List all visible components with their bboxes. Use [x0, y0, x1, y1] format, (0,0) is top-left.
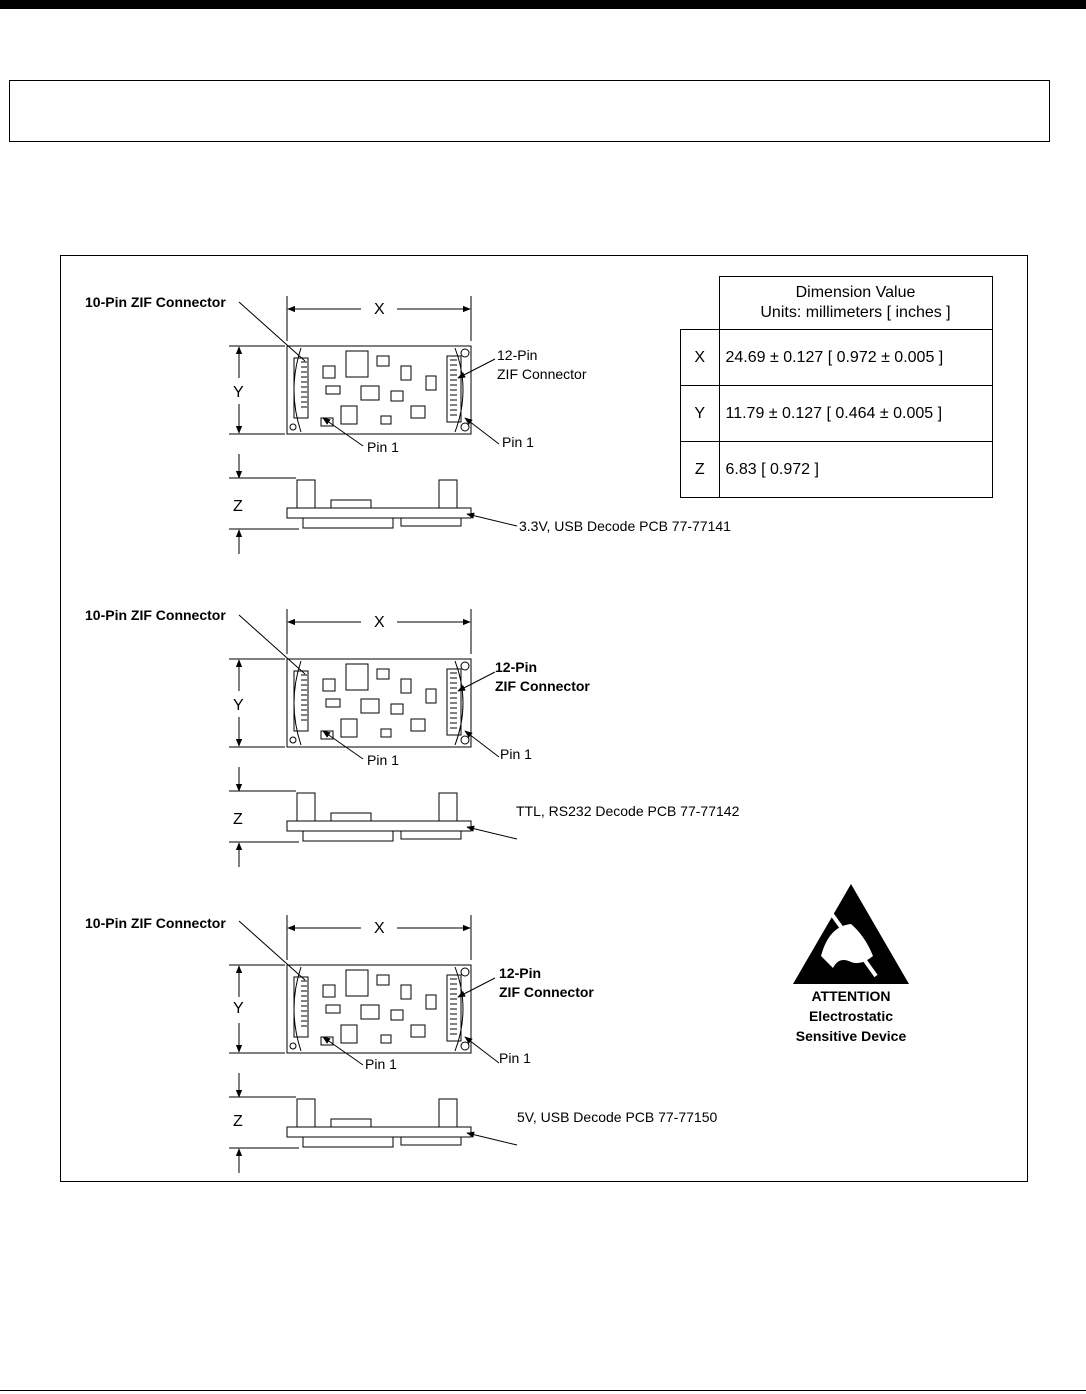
pcb-component — [361, 1005, 379, 1019]
pcb-component — [341, 406, 357, 424]
pin1-right-label: Pin 1 — [499, 1050, 531, 1066]
pcb-leader — [467, 1133, 517, 1145]
pcb-side-view — [287, 1127, 471, 1137]
zif12-label-line2: ZIF Connector — [497, 366, 587, 382]
zif12-leader — [458, 672, 495, 691]
zif12-label-line2: ZIF Connector — [495, 678, 590, 694]
pcb-underside-component — [401, 1137, 461, 1145]
pcb-component — [401, 679, 411, 693]
esd-line3: Sensitive Device — [795, 1028, 907, 1044]
pcb-component — [321, 731, 333, 739]
zif10-outline — [294, 967, 301, 1051]
pcb-component — [326, 1005, 340, 1013]
pcb-underside-component — [401, 831, 461, 839]
zif12-label-line1: 12-Pin — [497, 347, 538, 363]
zif10-label: 10-Pin ZIF Connector — [85, 915, 226, 931]
pcb-side-view — [287, 821, 471, 831]
pin1-left-label: Pin 1 — [367, 439, 399, 455]
esd-warning-text — [781, 986, 921, 1046]
zif12-leader — [458, 978, 495, 997]
pcb-component — [346, 970, 368, 996]
mounting-hole — [461, 662, 469, 670]
mounting-hole — [290, 1043, 296, 1049]
table-header-row — [681, 277, 993, 330]
zif10-connector-side — [297, 1099, 315, 1127]
zif12-connector-side — [439, 793, 457, 821]
table-dim-cell: X — [681, 330, 720, 386]
mounting-hole — [290, 424, 296, 430]
mounting-hole — [461, 1042, 469, 1050]
pcb-component — [326, 386, 340, 394]
pcb-component — [323, 366, 335, 378]
pcb-assembly-2 — [229, 609, 517, 867]
zif10-connector-side — [297, 793, 315, 821]
pcb-assembly-3 — [229, 915, 517, 1173]
zif12-label-line1: 12-Pin — [499, 965, 542, 981]
table-row — [681, 330, 993, 386]
esd-warning-icon — [793, 884, 909, 984]
pcb-component — [377, 669, 389, 679]
drawing-frame — [60, 255, 1028, 1182]
pcb-underside-component — [401, 518, 461, 526]
zif12-connector-top — [447, 356, 461, 422]
pcb-component — [411, 719, 425, 731]
table-header-cell — [719, 277, 992, 330]
pcb-component — [341, 719, 357, 737]
pcb-component — [391, 1010, 403, 1020]
pcb-component — [401, 366, 411, 380]
top-rule — [0, 0, 1086, 9]
pcb-component — [411, 406, 425, 418]
table-row — [681, 442, 993, 498]
x-dim-label: X — [374, 614, 385, 631]
pcb-component — [377, 356, 389, 366]
pin1-right-leader — [465, 418, 499, 444]
pcb-side-component — [331, 813, 371, 821]
pcb-label: TTL, RS232 Decode PCB 77-77142 — [516, 803, 740, 819]
table-value-cell: 24.69 ± 0.127 [ 0.972 ± 0.005 ] — [719, 330, 992, 386]
zif12-connector-side — [439, 1099, 457, 1127]
pcb-component — [426, 376, 436, 390]
pcb-component — [323, 985, 335, 997]
pcb-component — [361, 699, 379, 713]
pcb-underside-component — [303, 831, 393, 841]
pcb-assembly-1 — [229, 296, 517, 554]
pcb-component — [426, 995, 436, 1009]
pcb-component — [321, 1037, 333, 1045]
pcb-component — [391, 704, 403, 714]
pcb-component — [361, 386, 379, 400]
mounting-hole — [461, 349, 469, 357]
table-header-line1: Dimension Value — [795, 284, 916, 301]
pcb-component — [381, 729, 391, 737]
mounting-hole — [461, 968, 469, 976]
zif10-outline — [294, 661, 301, 745]
table-value-cell: 6.83 [ 0.972 ] — [719, 442, 992, 498]
table-row — [681, 386, 993, 442]
pcb-component — [321, 418, 333, 426]
zif12-label-line1: 12-Pin — [495, 659, 538, 675]
pin1-right-label: Pin 1 — [500, 746, 532, 762]
zif10-leader — [239, 302, 305, 361]
pcb-leader — [467, 827, 517, 839]
esd-line2: Electrostatic — [808, 1008, 894, 1024]
pcb-component — [341, 1025, 357, 1043]
pcb-component — [381, 416, 391, 424]
zif12-leader — [458, 359, 495, 378]
zif12-connector-top — [447, 975, 461, 1041]
z-dim-label: Z — [233, 1113, 243, 1130]
table-dim-cell: Z — [681, 442, 720, 498]
pcb-underside-component — [303, 518, 393, 528]
dimension-table — [680, 276, 993, 498]
y-dim-label: Y — [233, 384, 244, 401]
z-dim-label: Z — [233, 811, 243, 828]
esd-line1: ATTENTION — [811, 988, 891, 1004]
pcb-component — [391, 391, 403, 401]
pcb-component — [381, 1035, 391, 1043]
zif12-connector-side — [439, 480, 457, 508]
pcb-component — [411, 1025, 425, 1037]
pcb-leader — [467, 514, 517, 526]
zif12-connector-top — [447, 669, 461, 735]
z-dim-label: Z — [233, 498, 243, 515]
pin1-left-label: Pin 1 — [365, 1056, 397, 1072]
y-dim-label: Y — [233, 1000, 244, 1017]
pin1-right-label: Pin 1 — [502, 434, 534, 450]
mounting-hole — [461, 423, 469, 431]
pcb-underside-component — [303, 1137, 393, 1147]
mounting-hole — [290, 737, 296, 743]
zif10-label: 10-Pin ZIF Connector — [85, 294, 226, 310]
bottom-rule — [0, 1390, 1086, 1391]
pcb-component — [326, 699, 340, 707]
x-dim-label: X — [374, 301, 385, 318]
pin1-right-leader — [465, 1037, 499, 1063]
pin1-right-leader — [465, 731, 499, 757]
mounting-hole — [461, 736, 469, 744]
zif10-leader — [239, 921, 305, 980]
zif10-leader — [239, 615, 305, 674]
x-dim-label: X — [374, 920, 385, 937]
pcb-component — [401, 985, 411, 999]
table-value-cell: 11.79 ± 0.127 [ 0.464 ± 0.005 ] — [719, 386, 992, 442]
pin1-left-label: Pin 1 — [367, 752, 399, 768]
header-box — [9, 80, 1050, 142]
table-header-line2: Units: millimeters [ inches ] — [760, 304, 951, 321]
pcb-label: 3.3V, USB Decode PCB 77-77141 — [519, 518, 731, 534]
zif12-label-line2: ZIF Connector — [499, 984, 594, 1000]
pcb-label: 5V, USB Decode PCB 77-77150 — [517, 1109, 718, 1125]
pcb-component — [346, 351, 368, 377]
pcb-component — [426, 689, 436, 703]
y-dim-label: Y — [233, 697, 244, 714]
table-dim-cell: Y — [681, 386, 720, 442]
pcb-side-component — [331, 1119, 371, 1127]
pcb-component — [323, 679, 335, 691]
pcb-side-view — [287, 508, 471, 518]
pcb-component — [346, 664, 368, 690]
zif10-connector-side — [297, 480, 315, 508]
pcb-side-component — [331, 500, 371, 508]
zif10-label: 10-Pin ZIF Connector — [85, 607, 226, 623]
pcb-component — [377, 975, 389, 985]
zif10-outline — [294, 348, 301, 432]
